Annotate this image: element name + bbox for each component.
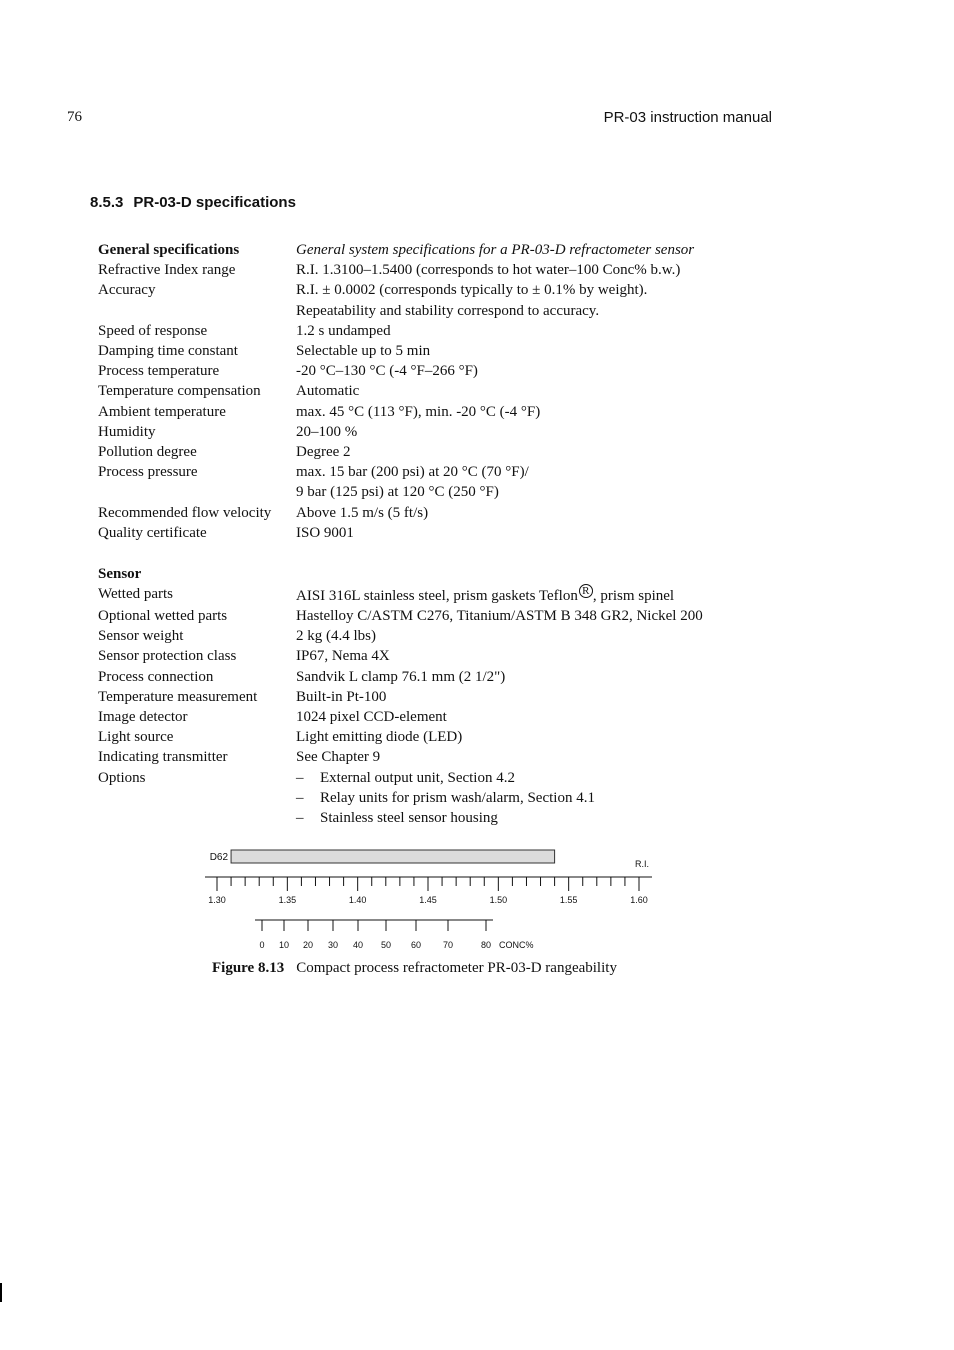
ri-tick-label: 1.50 bbox=[489, 895, 508, 905]
spec-row bbox=[98, 606, 758, 626]
conc-tick-label: 20 bbox=[302, 940, 314, 950]
ri-axis-label: R.I. bbox=[634, 859, 649, 869]
rangeability-figure bbox=[200, 840, 670, 960]
conc-tick-label: 60 bbox=[410, 940, 422, 950]
spec-label: Temperature compensation bbox=[98, 383, 261, 400]
conc-tick-label: 10 bbox=[278, 940, 290, 950]
spec-value: Sandvik L clamp 76.1 mm (2 1/2") bbox=[296, 668, 506, 685]
spec-label: Options bbox=[98, 769, 146, 786]
spec-value: 9 bar (125 psi) at 120 °C (250 °F) bbox=[296, 484, 499, 501]
general-specifications-heading: General specifications bbox=[98, 242, 240, 258]
ri-tick-label: 1.40 bbox=[348, 895, 367, 905]
spec-value: Automatic bbox=[296, 383, 360, 400]
spec-value bbox=[296, 584, 758, 606]
spec-label: Refractive Index range bbox=[98, 262, 236, 279]
spec-row bbox=[98, 402, 758, 422]
spec-value: Selectable up to 5 min bbox=[296, 343, 431, 360]
figure-caption bbox=[212, 960, 617, 977]
spec-row bbox=[98, 482, 758, 502]
option-dash: – bbox=[296, 769, 304, 786]
spec-row bbox=[98, 646, 758, 666]
spec-label bbox=[98, 808, 296, 828]
spec-row bbox=[98, 422, 758, 442]
spec-row bbox=[98, 687, 758, 707]
ri-tick-label: 1.60 bbox=[630, 895, 648, 905]
ri-tick-label: 1.30 bbox=[208, 895, 226, 905]
spec-row bbox=[98, 523, 758, 543]
spec-label: Quality certificate bbox=[98, 524, 207, 541]
spec-label: Speed of response bbox=[98, 322, 208, 339]
spec-row bbox=[98, 381, 758, 401]
spec-row bbox=[98, 341, 758, 361]
section-number: 8.5.3 bbox=[90, 194, 124, 211]
spec-value: Above 1.5 m/s (5 ft/s) bbox=[296, 504, 429, 521]
spec-row bbox=[98, 727, 758, 747]
spec-value: Light emitting diode (LED) bbox=[296, 729, 463, 746]
option-item bbox=[296, 788, 758, 808]
option-row bbox=[98, 788, 758, 808]
running-title: PR-03 instruction manual bbox=[603, 109, 772, 126]
spec-label: Image detector bbox=[98, 708, 188, 725]
section-heading bbox=[90, 194, 296, 211]
option-text: Relay units for prism wash/alarm, Section 4.1 bbox=[320, 789, 595, 806]
spec-row bbox=[98, 301, 758, 321]
option-row bbox=[98, 768, 758, 788]
spec-label: Sensor weight bbox=[98, 628, 184, 645]
spec-value: 2 kg (4.4 lbs) bbox=[296, 628, 376, 645]
spec-value: IP67, Nema 4X bbox=[296, 648, 390, 665]
spec-label: Process temperature bbox=[98, 363, 220, 380]
conc-axis-label: CONC% bbox=[499, 940, 534, 950]
conc-tick-label: 70 bbox=[442, 940, 454, 950]
options-block bbox=[98, 768, 758, 829]
margin-mark bbox=[0, 1283, 2, 1302]
spec-row bbox=[98, 707, 758, 727]
spec-label: Accuracy bbox=[98, 282, 156, 299]
spec-value: ISO 9001 bbox=[296, 524, 354, 541]
spec-label: Ambient temperature bbox=[98, 403, 226, 420]
spec-label: Damping time constant bbox=[98, 343, 238, 360]
general-spec-rows bbox=[98, 260, 758, 543]
range-bar-label: D62 bbox=[209, 852, 229, 863]
spec-value: 20–100 % bbox=[296, 423, 358, 440]
spec-row bbox=[98, 280, 758, 300]
spec-label: Process pressure bbox=[98, 464, 198, 481]
conc-tick-label: 30 bbox=[327, 940, 339, 950]
spec-row bbox=[98, 321, 758, 341]
wetted-parts-text: AISI 316L stainless steel, prism gaskets Teflon bbox=[296, 587, 578, 604]
option-text: Stainless steel sensor housing bbox=[320, 809, 498, 826]
spec-value: See Chapter 9 bbox=[296, 749, 381, 766]
section-title: PR-03-D specifications bbox=[133, 194, 296, 211]
figure-caption-label: Figure 8.13 bbox=[212, 960, 285, 976]
figure-caption-text: Compact process refractometer PR-03-D rangeability bbox=[296, 960, 617, 976]
spec-label: Temperature measurement bbox=[98, 688, 258, 705]
spec-value: max. 45 °C (113 °F), min. -20 °C (-4 °F) bbox=[296, 403, 541, 420]
sensor-heading: Sensor bbox=[98, 565, 142, 582]
spec-label bbox=[98, 788, 296, 808]
ri-tick-label: 1.35 bbox=[278, 895, 297, 905]
spec-value: R.I. 1.3100–1.5400 (corresponds to hot water–100 Conc% b.w.) bbox=[296, 262, 681, 279]
rangeability-scale-diagram bbox=[200, 840, 670, 960]
option-dash: – bbox=[296, 809, 304, 826]
spec-label: Optional wetted parts bbox=[98, 607, 228, 624]
spec-label: Light source bbox=[98, 729, 174, 746]
conc-tick-label: 0 bbox=[259, 940, 265, 950]
conc-tick-label: 80 bbox=[480, 940, 492, 950]
spec-label: Pollution degree bbox=[98, 444, 197, 461]
spec-table bbox=[98, 240, 758, 828]
spec-row bbox=[98, 667, 758, 687]
conc-tick-label: 40 bbox=[352, 940, 364, 950]
sensor-heading-row bbox=[98, 564, 758, 584]
option-row bbox=[98, 808, 758, 828]
spec-row bbox=[98, 442, 758, 462]
ri-tick-label: 1.55 bbox=[559, 895, 578, 905]
spec-row bbox=[98, 626, 758, 646]
spec-value: max. 15 bar (200 psi) at 20 °C (70 °F)/ bbox=[296, 464, 529, 481]
spec-value: Built-in Pt-100 bbox=[296, 688, 387, 705]
spec-value: R.I. ± 0.0002 (corresponds typically to ± 0.1% by weight). bbox=[296, 282, 648, 299]
spec-label bbox=[98, 301, 296, 321]
spec-label: Indicating transmitter bbox=[98, 749, 228, 766]
spec-label bbox=[98, 482, 296, 502]
general-heading-row bbox=[98, 240, 758, 260]
conc-tick-label: 50 bbox=[380, 940, 392, 950]
spec-row bbox=[98, 260, 758, 280]
range-bar bbox=[231, 850, 555, 863]
option-text: External output unit, Section 4.2 bbox=[320, 769, 515, 786]
spec-label: Sensor protection class bbox=[98, 648, 237, 665]
registered-trademark-symbol: R bbox=[579, 584, 593, 598]
spec-label: Humidity bbox=[98, 423, 156, 440]
spec-value: 1024 pixel CCD-element bbox=[296, 708, 447, 725]
ri-tick-label: 1.45 bbox=[419, 895, 437, 905]
spec-label: Process connection bbox=[98, 668, 214, 685]
spec-value: Hastelloy C/ASTM C276, Titanium/ASTM B 348 GR2, Nickel 200 bbox=[296, 607, 703, 624]
spec-row bbox=[98, 462, 758, 482]
spec-value: Repeatability and stability correspond to accuracy. bbox=[296, 302, 600, 319]
spec-row bbox=[98, 361, 758, 381]
option-item bbox=[296, 768, 758, 788]
spec-value: 1.2 s undamped bbox=[296, 322, 391, 339]
general-specifications-description: General system specifications for a PR-03-D refractometer sensor bbox=[296, 242, 695, 258]
spec-row bbox=[98, 747, 758, 767]
spec-row bbox=[98, 584, 758, 606]
option-dash: – bbox=[296, 789, 304, 806]
page-number: 76 bbox=[67, 109, 82, 125]
spec-value: -20 °C–130 °C (-4 °F–266 °F) bbox=[296, 363, 478, 380]
sensor-spec-rows bbox=[98, 606, 758, 768]
spec-label: Recommended flow velocity bbox=[98, 504, 272, 521]
option-item bbox=[296, 808, 758, 828]
spec-label: Wetted parts bbox=[98, 585, 174, 602]
spec-row bbox=[98, 503, 758, 523]
spec-value: Degree 2 bbox=[296, 444, 351, 461]
wetted-parts-text-end: , prism spinel bbox=[592, 587, 675, 604]
